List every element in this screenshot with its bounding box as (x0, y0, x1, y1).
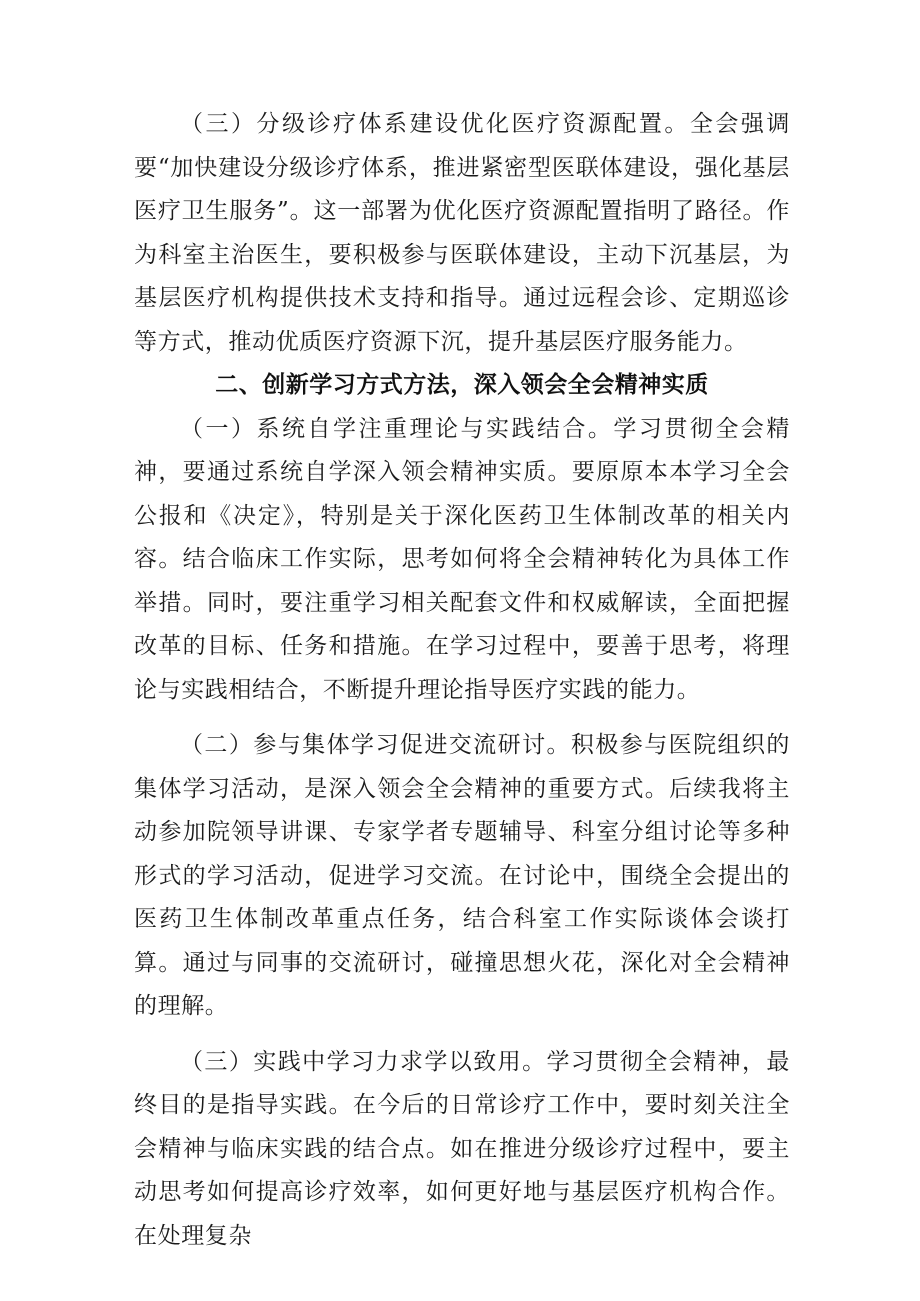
paragraph-tiered-care: （三）分级诊疗体系建设优化医疗资源配置。全会强调要“加快建设分级诊疗体系，推进紧密型医联体建设，强化基层医疗卫生服务”。这一部署为优化医疗资源配置指明了路径。作为科室主治医生，要积极参与医联体建设，主动下沉基层，为基层医疗机构提供技术支持和指导。通过远程会诊、定期巡诊等方式，推动优质医疗资源下沉，提升基层医疗服务能力。 (134, 111, 790, 355)
paragraph-self-study: （一）系统自学注重理论与实践结合。学习贯彻全会精神，要通过系统自学深入领会精神实质。要原原本本学习全会公报和《决定》，特别是关于深化医药卫生体制改革的相关内容。结合临床工作实际，思考如何将全会精神转化为具体工作举措。同时，要注重学习相关配套文件和权威解读，全面把握改革的目标、任务和措施。在学习过程中，要善于思考，将理论与实践相结合，不断提升理论指导医疗实践的能力。 (134, 415, 790, 703)
document-body (134, 103, 790, 1258)
paragraph-practice-study: （三）实践中学习力求学以致用。学习贯彻全会精神，最终目的是指导实践。在今后的日常诊疗工作中，要时刻关注全会精神与临床实践的结合点。如在推进分级诊疗过程中，要主动思考如何提高诊疗效率，如何更好地与基层医疗机构合作。在处理复杂 (134, 1048, 790, 1249)
paragraph-group-study: （二）参与集体学习促进交流研讨。积极参与医院组织的集体学习活动，是深入领会全会精神的重要方式。后续我将主动参加院领导讲课、专家学者专题辅导、科室分组讨论等多种形式的学习活动，促进学习交流。在讨论中，围绕全会提出的医药卫生体制改革重点任务，结合科室工作实际谈体会谈打算。通过与同事的交流研讨，碰撞思想火花，深化对全会精神的理解。 (134, 732, 790, 1019)
section-heading: 二、创新学习方式方法，深入领会全会精神实质 (215, 372, 709, 398)
